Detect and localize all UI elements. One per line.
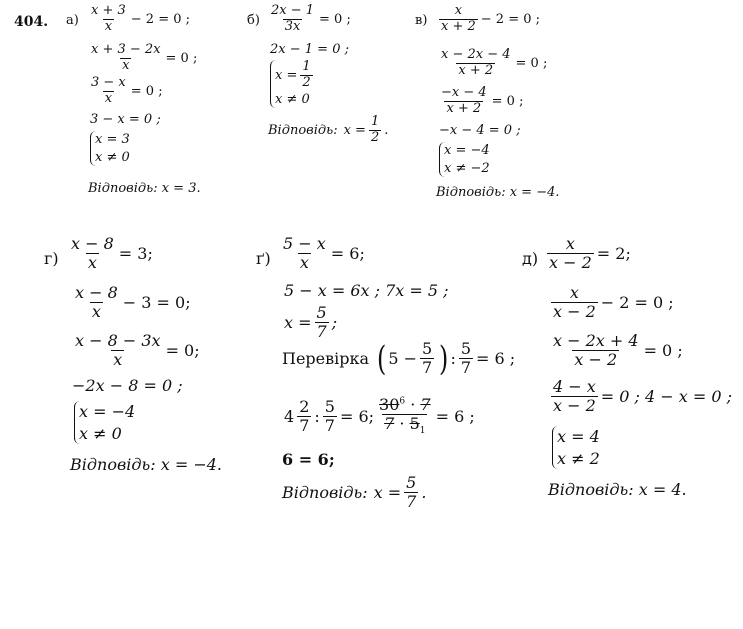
part-b-answer: Відповідь: x = $\frac{1}{2}$ . [268,114,389,145]
part-g-line4: −2x − 8 = 0 ; [72,376,183,395]
part-b-system: x = $\frac{1}{2}$ x ≠ 0 [270,60,316,108]
part-g-system: x = −4 x ≠ 0 [74,401,135,444]
part-v-line3: $\frac{-x - 4}{x + 2}$ = 0 ; [441,85,524,116]
part-g-line1: $\frac{x - 8}{x}$ = 3; [71,234,153,273]
part-gg-label: ґ) [256,249,271,268]
part-g-label: г) [44,249,59,268]
part-a-answer: Відповідь: x = 3. [88,181,201,196]
part-v-line4: −x − 4 = 0 ; [439,123,521,138]
part-d-label: д) [522,249,539,268]
part-v-label: в) [415,13,428,28]
part-a-line1: $\frac{x + 3}{x}$ − 2 = 0 ; [91,3,191,34]
part-v-line1: $\frac{x}{x + 2}$ − 2 = 0 ; [441,3,541,34]
part-a-system: x = 3 x ≠ 0 [90,131,130,166]
part-gg-line2: 5 − x = 6x ; 7x = 5 ; [284,281,449,300]
part-gg-line3: x = $\frac{5}{7}$ ; [284,303,338,342]
part-a-line4: 3 − x = 0 ; [90,112,161,127]
part-gg-answer: Відповідь: x = $\frac{5}{7}$ . [282,473,427,512]
part-g-line2: $\frac{x - 8}{x}$ − 3 = 0; [75,283,191,322]
part-d-system: x = 4 x ≠ 2 [552,426,600,469]
reduced-fraction: $\frac{30^6 \cdot 7}{7 \cdot 5_1}$ [379,395,431,437]
part-a-line3: $\frac{3 - x}{x}$ = 0 ; [91,75,163,106]
part-gg-check: Перевірка ( 5 − $\frac{5}{7}$ ) : $\frac{5}{7}$ = 6 ; [282,338,516,379]
part-d-answer: Відповідь: x = 4. [548,480,687,499]
part-g-line3: $\frac{x - 8 - 3x}{x}$ = 0; [75,331,200,370]
part-gg-line1: $\frac{5 - x}{x}$ = 6; [283,234,365,273]
part-a-label: а) [66,13,79,28]
part-b-label: б) [247,13,260,28]
part-v-line2: $\frac{x - 2x - 4}{x + 2}$ = 0 ; [441,47,548,78]
part-v-answer: Відповідь: x = −4. [436,185,560,200]
part-g-answer: Відповідь: x = −4. [70,455,222,474]
part-d-line2: $\frac{x}{x - 2}$ − 2 = 0 ; [553,283,674,322]
part-d-line4: $\frac{4 - x}{x - 2}$ = 0 ; 4 − x = 0 ; [553,377,733,416]
part-gg-mixed-check: 4 $\frac{2}{7}$ : $\frac{5}{7}$ = 6; $\frac{30^6 \cdot 7}{7 \cdot 5_1}$ = 6 ; [284,395,475,437]
part-v-system: x = −4 x ≠ −2 [439,142,490,177]
part-d-line3: $\frac{x - 2x + 4}{x - 2}$ = 0 ; [553,331,683,370]
part-b-line1: $\frac{2x - 1}{3x}$ = 0 ; [271,3,351,34]
part-gg-line6: 6 = 6; [282,450,335,469]
part-a-line2: $\frac{x + 3 - 2x}{x}$ = 0 ; [91,42,198,73]
part-b-line2: 2x − 1 = 0 ; [270,42,349,57]
part-d-line1: $\frac{x}{x - 2}$ = 2; [549,234,631,273]
problem-number: 404. [14,14,49,30]
